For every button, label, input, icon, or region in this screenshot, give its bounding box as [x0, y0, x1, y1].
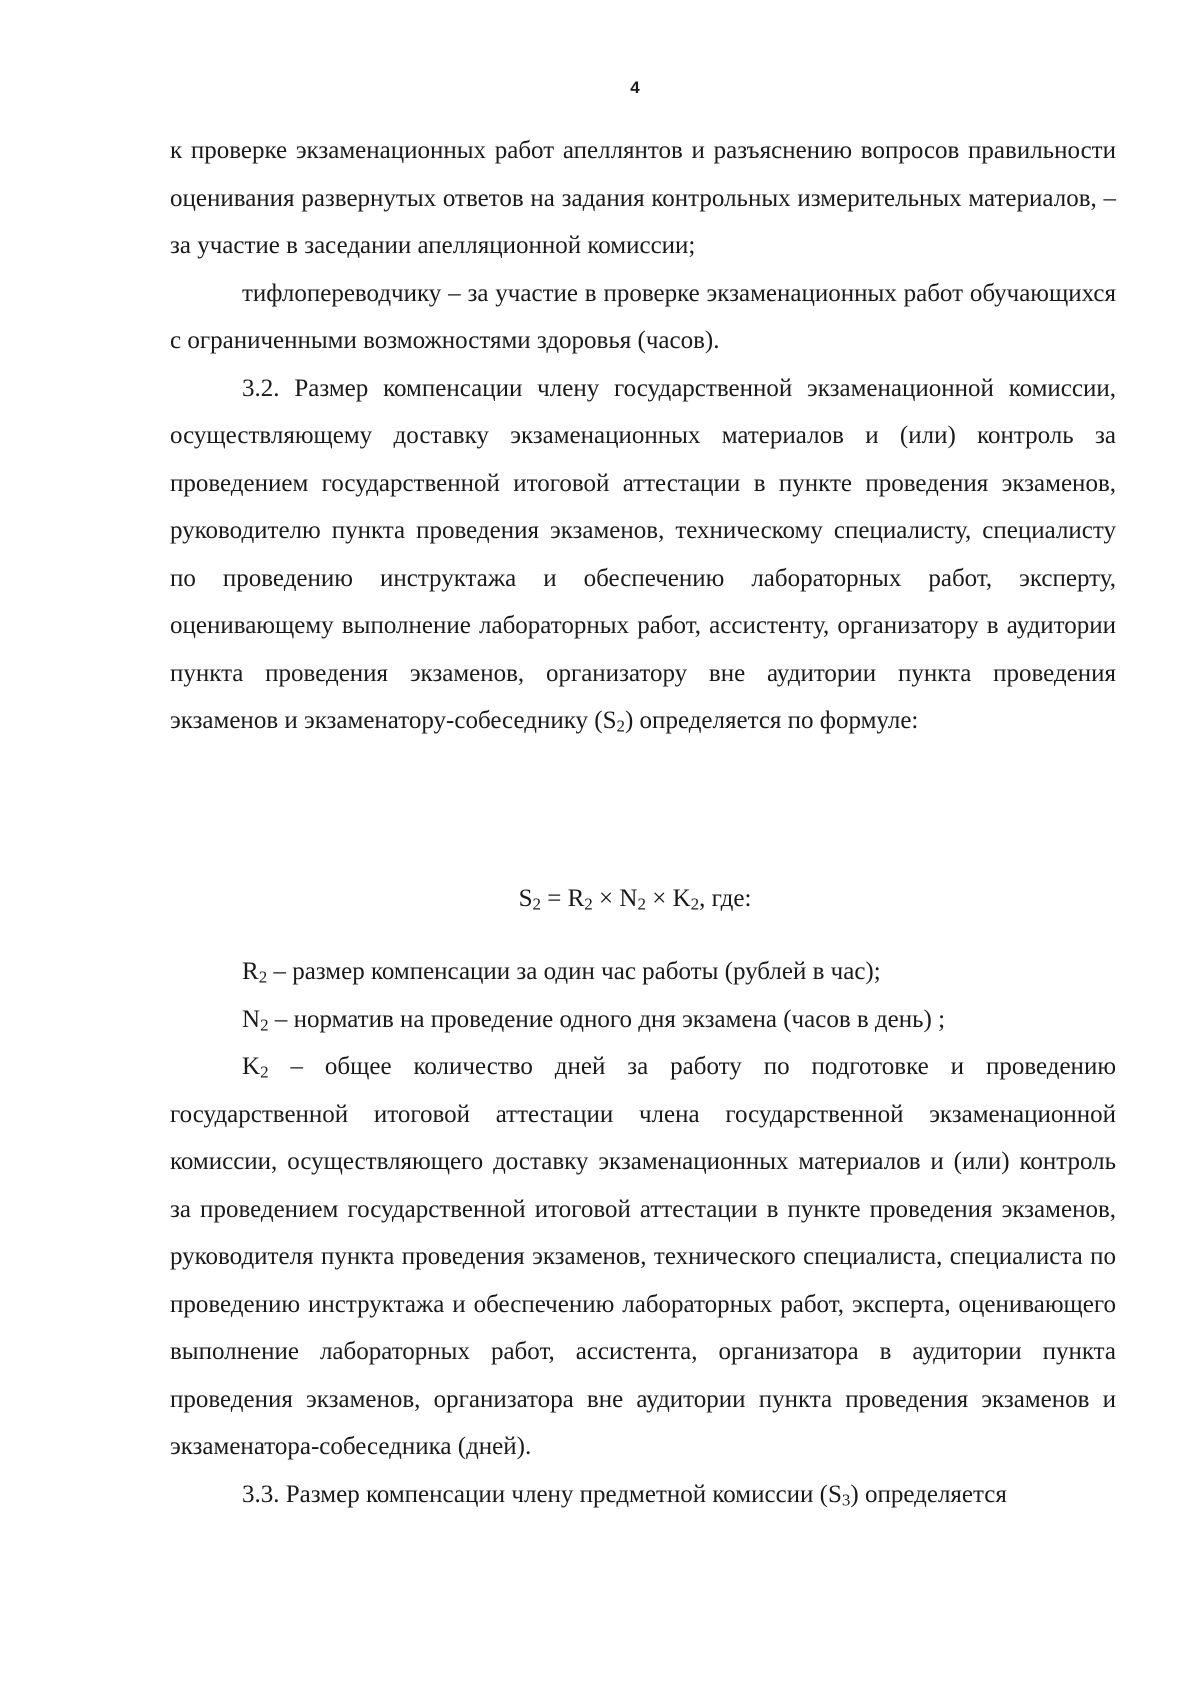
paragraph-3-3-tail: ) определяется [850, 1480, 1007, 1508]
text-block-definitions [170, 948, 1116, 1518]
definition-n2-symbol: N [242, 1005, 261, 1033]
formula-n: N [619, 885, 638, 912]
definition-n2-text: – норматив на проведение одного дня экзамена (часов в день) ; [268, 1005, 946, 1033]
page-number: 4 [630, 78, 640, 97]
formula-eq: = [540, 885, 568, 912]
paragraph-3-2-text: 3.2. Размер компенсации члену государственной экзаменационной комиссии, осуществляющему доставку экзаменационных материалов и (или) контроль за проведением государственной итоговой аттестации в пункте проведения экзаменов, руководителю пункта проведения экзаменов, техническому специалисту, специалисту по проведению инструктажа и обеспечению лабораторных работ, эксперту, оценивающему выполнение лабораторных работ, ассистенту, организатору в аудитории пункта проведения экзаменов, организатору вне аудитории пункта проведения экзаменов и экзаменатору-собеседнику (S [170, 374, 1116, 734]
definition-r2-symbol: R [242, 958, 259, 985]
definition-k2-sub: 2 [260, 1062, 269, 1082]
definition-n2 [170, 996, 1116, 1044]
formula-r: R [567, 885, 585, 912]
formula-k-sub: 2 [690, 894, 700, 914]
formula-x1: × [592, 885, 620, 912]
formula-x2: × [645, 885, 673, 912]
paragraph-3-2 [170, 365, 1116, 745]
formula-s: S [518, 885, 533, 912]
definition-n2-sub: 2 [260, 1015, 269, 1035]
paragraph-appeal-commission: к проверке экзаменационных работ апеллянтов и разъяснению вопросов правильности оценивания развернутых ответов на задания контрольных измерительных материалов, – за участие в заседании апелляционной комиссии; [170, 137, 1116, 259]
formula-s-sub: 2 [532, 894, 541, 914]
formula-n-sub: 2 [637, 894, 646, 914]
definition-r2 [170, 948, 1116, 996]
definition-k2-text: – общее количество дней за работу по подготовке и проведению государственной итоговой аттестации члена государственной экзаменационной комиссии, осуществляющего доставку экзаменационных материалов и (или) контроль за проведением государственной итоговой аттестации в пункте проведения экзаменов, руководителя пункта проведения экзаменов, технического специалиста, специалиста по проведению инструктажа и обеспечению лабораторных работ, эксперта, оценивающего выполнение лабораторных работ, ассистента, организатора в аудитории пункта проведения экзаменов, организатора вне аудитории пункта проведения экзаменов и экзаменатора-собеседника (дней). [170, 1053, 1116, 1460]
formula-tail: , где: [699, 885, 752, 912]
definition-r2-text: – размер компенсации за один час работы (рублей в час); [267, 958, 881, 985]
paragraph-3-2-sub: 2 [616, 716, 625, 736]
paragraph-3-3 [170, 1471, 1116, 1519]
formula-r-sub: 2 [584, 894, 593, 914]
formula-k: K [672, 885, 691, 912]
paragraph-tiflo-translator: тифлопереводчику – за участие в проверке экзаменационных работ обучающихся с ограниченными возможностями здоровья (часов). [170, 279, 1116, 354]
definition-k2-symbol: K [242, 1053, 261, 1080]
definition-k2 [170, 1043, 1116, 1471]
definition-r2-sub: 2 [258, 967, 268, 987]
paragraph-3-2-tail: ) определяется по формуле: [624, 707, 919, 734]
formula-s2 [0, 885, 1200, 913]
paragraph-3-3-text: 3.3. Размер компенсации члену предметной комиссии (S [242, 1480, 842, 1508]
text-block-top [170, 127, 1116, 745]
paragraph-3-3-sub: 3 [841, 1490, 851, 1510]
